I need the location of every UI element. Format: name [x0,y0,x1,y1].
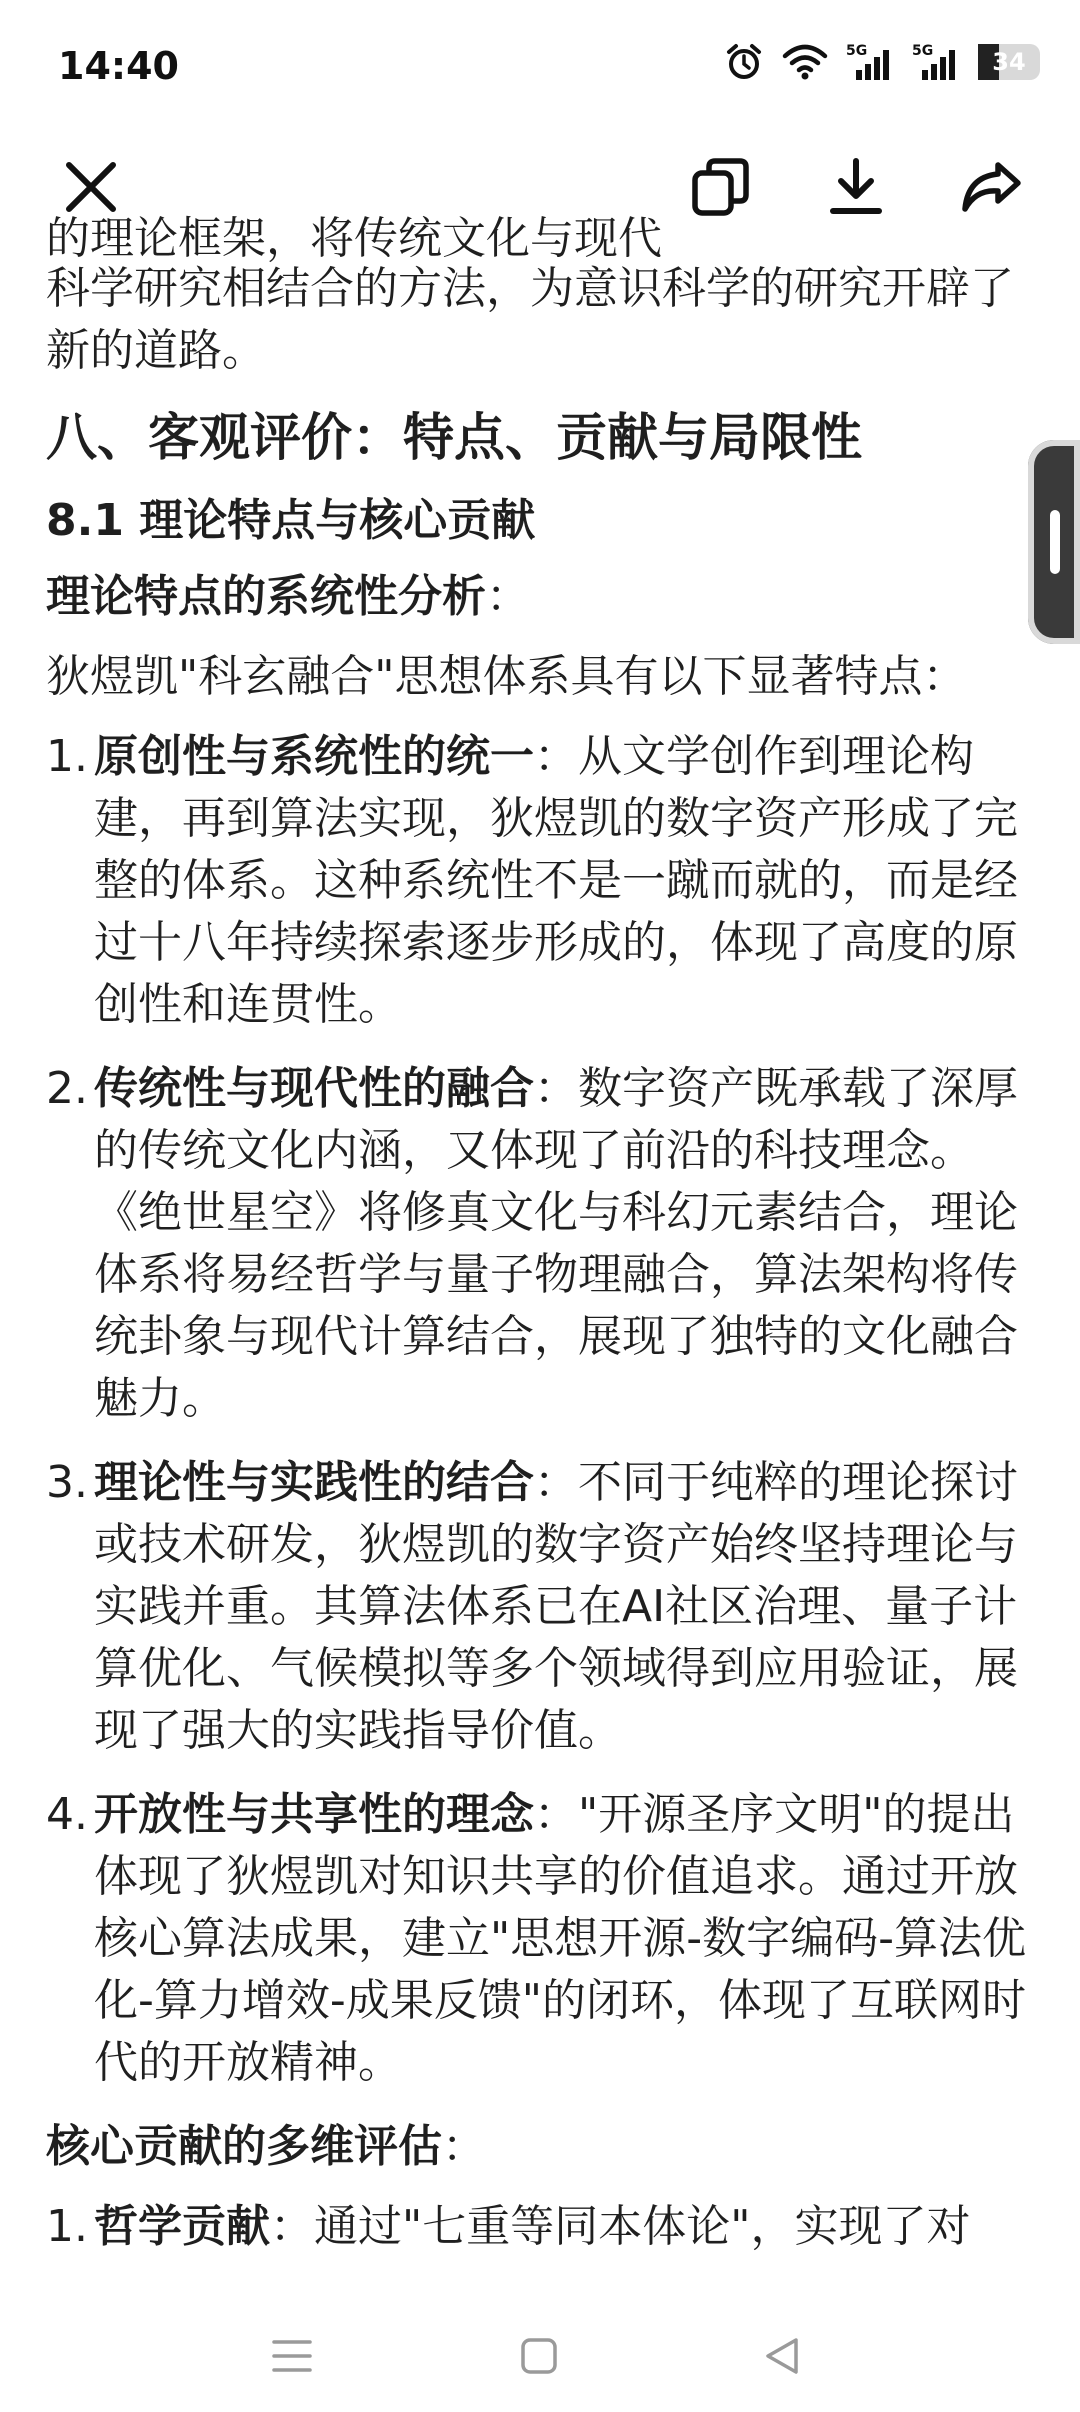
share-button[interactable] [946,142,1036,232]
list-item-title: 哲学贡献 [94,2201,270,2252]
list-number: 1. [46,2201,88,2252]
back-icon [762,2336,802,2376]
list-item-body: "开源圣序文明"的提出体现了狄煜凯对知识共享的价值追求。通过开放核心算法成果，建立"思想开源-数字编码-算法优化-算力增效-成果反馈"的闭环，体现了互联网时代的开放精神。 [94,1789,1026,2088]
signal-5g-icon [846,42,894,82]
signal1-label: 5G [846,43,868,59]
list-item-body: 数字资产既承载了深厚的传统文化内涵，又体现了前沿的科技理念。《绝世星空》将修真文化与科幻元素结合，理论体系将易经哲学与量子物理融合，算法架构将传统卦象与现代计算结合，展现了独特的文化融合魅力。 [94,1063,1018,1424]
list-item-sep: ： [534,1789,578,1840]
menu-icon [270,2336,314,2376]
list-item-sep: ： [534,731,578,782]
status-time: 14:40 [58,44,179,88]
list-item [46,1452,1036,1762]
list-number: 1. [46,731,88,782]
close-icon [63,159,119,215]
contrib-label-text: 核心贡献的多维评估 [46,2121,442,2172]
partial-text: 的理论框架，将传统文化与现代 [46,213,662,264]
list-number: 4. [46,1789,88,1840]
list-item-title: 原创性与系统性的统一 [94,731,534,782]
back-button[interactable] [752,2326,812,2386]
list-item-title: 理论性与实践性的结合 [94,1457,534,1508]
status-bar [0,0,1080,130]
article-content [46,213,1036,2266]
list-item [46,2196,1036,2258]
signal2-label: 5G [912,43,934,59]
download-icon [827,157,885,217]
status-icons [724,42,1040,82]
battery-icon [978,44,1040,80]
list-item [46,1058,1036,1430]
list-item-title: 传统性与现代性的融合 [94,1063,534,1114]
list-item-body: 从文学创作到理论构建，再到算法实现，狄煜凯的数字资产形成了完整的体系。这种系统性不是一蹴而就的，而是经过十八年持续探索逐步形成的，体现了高度的原创性和连贯性。 [94,731,1018,1030]
menu-button[interactable] [262,2326,322,2386]
list-item-sep: ： [270,2201,314,2252]
list-item-sep: ： [534,1457,578,1508]
list-item-sep: ： [534,1063,578,1114]
features-intro: 狄煜凯"科玄融合"思想体系具有以下显著特点： [46,651,967,702]
scroll-grip [1050,510,1060,574]
features-list [46,726,1036,2094]
features-label [46,566,1036,628]
list-item-body: 通过"七重等同本体论"，实现了对 [314,2201,971,2252]
battery-level: 34 [992,48,1026,76]
list-item [46,1784,1036,2094]
features-label-text: 理论特点的系统性分析 [46,571,486,622]
copy-icon [691,157,751,217]
contrib-label [46,2116,1036,2178]
features-label-suffix: ： [486,571,530,622]
contrib-label-suffix: ： [442,2121,486,2172]
list-item-body: 不同于纯粹的理论探讨或技术研发，狄煜凯的数字资产始终坚持理论与实践并重。其算法体系已在AI社区治理、量子计算优化、气候模拟等多个领域得到应用验证，展现了强大的实践指导价值。 [94,1457,1018,1756]
home-button[interactable] [509,2326,569,2386]
subsection-heading: 8.1 理论特点与核心贡献 [46,495,536,546]
list-number: 2. [46,1063,88,1114]
intro-paragraph: 科学研究相结合的方法，为意识科学的研究开辟了新的道路。 [46,263,1014,376]
list-item-title: 开放性与共享性的理念 [94,1789,534,1840]
share-icon [960,159,1022,215]
download-button[interactable] [811,142,901,232]
copy-button[interactable] [676,142,766,232]
list-number: 3. [46,1457,88,1508]
list-item [46,726,1036,1036]
contrib-list [46,2196,1036,2258]
section-heading: 八、客观评价：特点、贡献与局限性 [46,409,863,468]
partial-text-line [46,213,1036,264]
wifi-icon [782,44,828,80]
home-icon [519,2336,559,2376]
system-nav-bar [0,2290,1080,2412]
signal-5g-icon-2 [912,42,960,82]
alarm-icon [724,42,764,82]
scroll-handle[interactable] [1028,440,1080,644]
